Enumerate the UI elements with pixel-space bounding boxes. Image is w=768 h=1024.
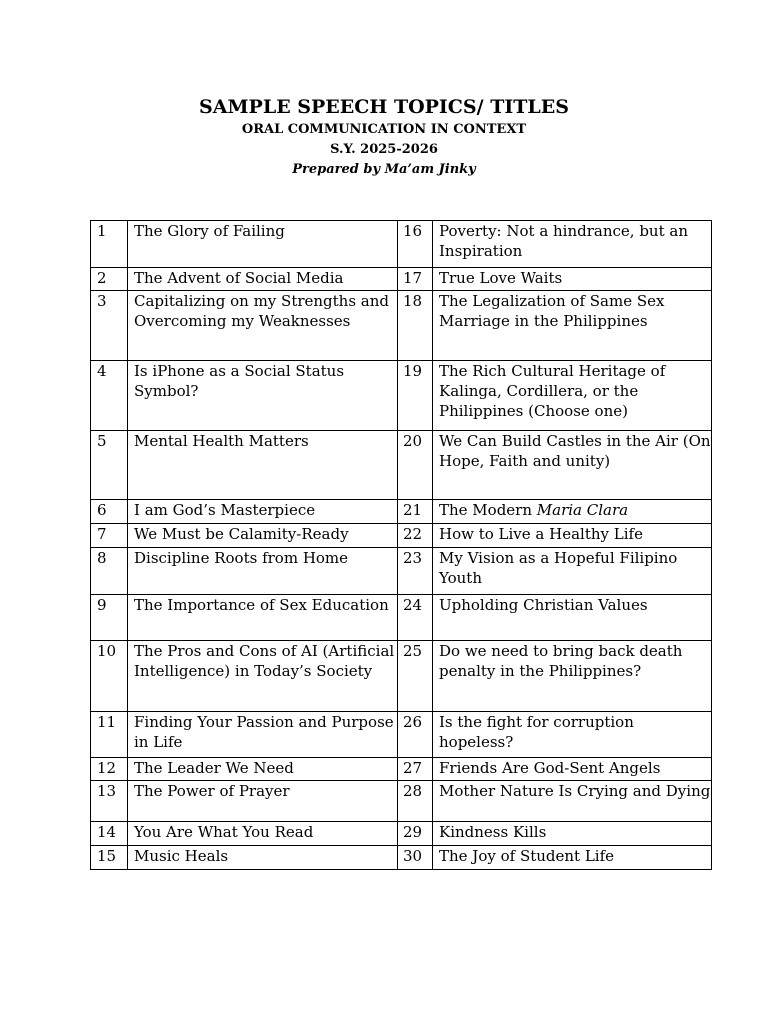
document-header bbox=[0, 94, 768, 179]
topic-title: The Importance of Sex Education bbox=[128, 595, 398, 641]
topic-number: 11 bbox=[91, 712, 128, 758]
topic-title: Mental Health Matters bbox=[128, 431, 398, 500]
topic-title: The Glory of Failing bbox=[128, 221, 398, 268]
topic-title: Kindness Kills bbox=[433, 822, 712, 846]
topic-title: I am God’s Masterpiece bbox=[128, 500, 398, 524]
topic-title: Music Heals bbox=[128, 846, 398, 870]
topic-number: 25 bbox=[398, 641, 433, 712]
topic-number: 10 bbox=[91, 641, 128, 712]
topic-title: The Pros and Cons of AI (Artificial Intelligence) in Today’s Society bbox=[128, 641, 398, 712]
table-row bbox=[91, 268, 712, 291]
topic-number: 18 bbox=[398, 291, 433, 361]
topic-title: Is the fight for corruption hopeless? bbox=[433, 712, 712, 758]
topic-number: 24 bbox=[398, 595, 433, 641]
topic-number: 19 bbox=[398, 361, 433, 431]
topic-title: Poverty: Not a hindrance, but an Inspiration bbox=[433, 221, 712, 268]
table-row bbox=[91, 781, 712, 822]
topic-title-prefix: The Modern bbox=[439, 501, 537, 519]
topic-title: The Power of Prayer bbox=[128, 781, 398, 822]
topic-title: We Must be Calamity-Ready bbox=[128, 524, 398, 548]
table-row bbox=[91, 500, 712, 524]
table-row bbox=[91, 822, 712, 846]
topic-title: My Vision as a Hopeful Filipino Youth bbox=[433, 548, 712, 595]
table-row bbox=[91, 524, 712, 548]
topic-number: 1 bbox=[91, 221, 128, 268]
topic-number: 5 bbox=[91, 431, 128, 500]
topic-title: The Legalization of Same Sex Marriage in the Philippines bbox=[433, 291, 712, 361]
topic-number: 7 bbox=[91, 524, 128, 548]
subject-title: ORAL COMMUNICATION IN CONTEXT bbox=[241, 122, 527, 137]
topic-number: 2 bbox=[91, 268, 128, 291]
topic-number: 8 bbox=[91, 548, 128, 595]
topic-title: True Love Waits bbox=[433, 268, 712, 291]
topic-title: We Can Build Castles in the Air (On Hope, Faith and unity) bbox=[433, 431, 712, 500]
topic-title: The Advent of Social Media bbox=[128, 268, 398, 291]
topic-title: Mother Nature Is Crying and Dying bbox=[433, 781, 712, 822]
topic-number: 27 bbox=[398, 758, 433, 781]
topic-number: 29 bbox=[398, 822, 433, 846]
topic-title: The Rich Cultural Heritage of Kalinga, Cordillera, or the Philippines (Choose one) bbox=[433, 361, 712, 431]
speech-topics-table bbox=[90, 220, 712, 870]
table-row bbox=[91, 221, 712, 268]
table-row bbox=[91, 431, 712, 500]
page-title: SAMPLE SPEECH TOPICS/ TITLES bbox=[199, 96, 569, 118]
topic-title-italic: Maria Clara bbox=[536, 501, 629, 519]
topic-title: The Joy of Student Life bbox=[433, 846, 712, 870]
table-row bbox=[91, 758, 712, 781]
topic-number: 22 bbox=[398, 524, 433, 548]
topic-number: 20 bbox=[398, 431, 433, 500]
topic-title bbox=[433, 500, 712, 524]
topic-title: Finding Your Passion and Purpose in Life bbox=[128, 712, 398, 758]
topic-title: How to Live a Healthy Life bbox=[433, 524, 712, 548]
topic-number: 13 bbox=[91, 781, 128, 822]
school-year: S.Y. 2025-2026 bbox=[330, 142, 438, 157]
topic-title: Capitalizing on my Strengths and Overcoming my Weaknesses bbox=[128, 291, 398, 361]
topic-number: 15 bbox=[91, 846, 128, 870]
table-row bbox=[91, 291, 712, 361]
table-row bbox=[91, 361, 712, 431]
table-row bbox=[91, 595, 712, 641]
topic-number: 9 bbox=[91, 595, 128, 641]
topic-title: Friends Are God-Sent Angels bbox=[433, 758, 712, 781]
topic-number: 30 bbox=[398, 846, 433, 870]
topic-number: 28 bbox=[398, 781, 433, 822]
table-row bbox=[91, 548, 712, 595]
topic-title: Do we need to bring back death penalty in the Philippines? bbox=[433, 641, 712, 712]
table-row bbox=[91, 641, 712, 712]
topic-title: Upholding Christian Values bbox=[433, 595, 712, 641]
topic-number: 4 bbox=[91, 361, 128, 431]
topic-number: 6 bbox=[91, 500, 128, 524]
table-row bbox=[91, 712, 712, 758]
topic-number: 3 bbox=[91, 291, 128, 361]
topic-title: The Leader We Need bbox=[128, 758, 398, 781]
topic-number: 17 bbox=[398, 268, 433, 291]
topic-title: You Are What You Read bbox=[128, 822, 398, 846]
topic-number: 26 bbox=[398, 712, 433, 758]
topic-number: 16 bbox=[398, 221, 433, 268]
topic-number: 21 bbox=[398, 500, 433, 524]
topic-number: 23 bbox=[398, 548, 433, 595]
table-row bbox=[91, 846, 712, 870]
topic-title: Is iPhone as a Social Status Symbol? bbox=[128, 361, 398, 431]
topic-number: 12 bbox=[91, 758, 128, 781]
topic-number: 14 bbox=[91, 822, 128, 846]
topic-title: Discipline Roots from Home bbox=[128, 548, 398, 595]
prepared-by: Prepared by Ma’am Jinky bbox=[292, 162, 476, 177]
